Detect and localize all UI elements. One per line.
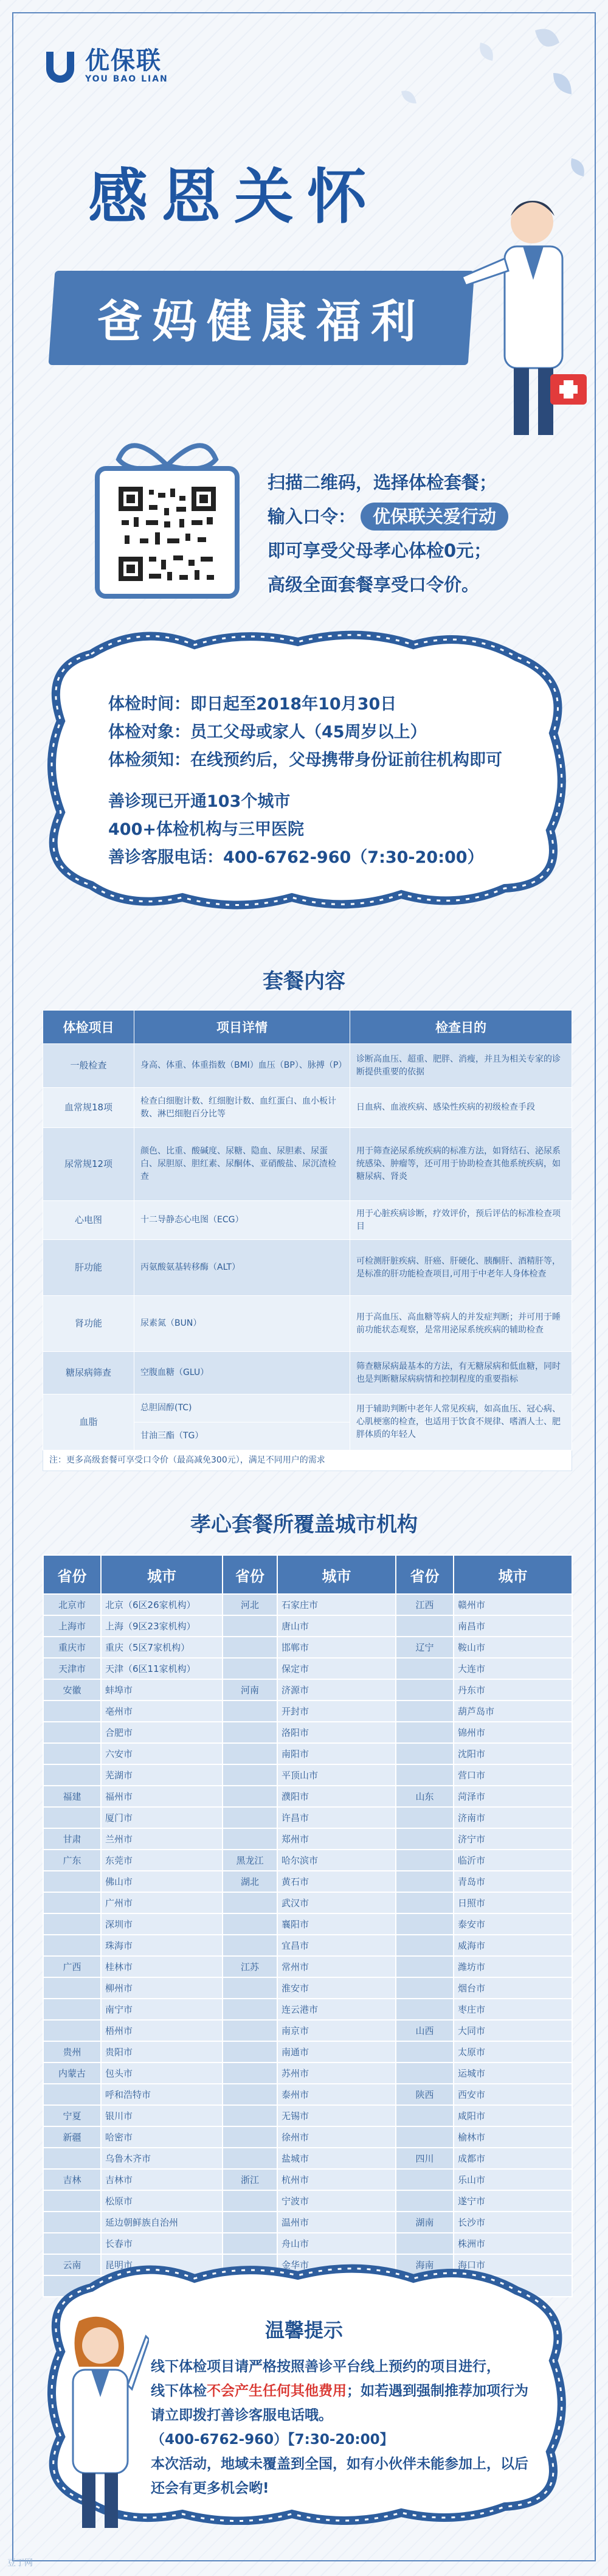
city-cell: 濮阳市 <box>277 1786 396 1807</box>
province-cell <box>396 1722 454 1743</box>
doctor-illustration <box>459 186 590 447</box>
province-cell <box>43 1999 101 2020</box>
city-cell: 厦门市 <box>101 1807 223 1828</box>
coverage-row <box>43 1999 572 2020</box>
city-cell: 呼和浩特市 <box>101 2084 223 2105</box>
tips-highlight: 不会产生任何其他费用 <box>207 2383 347 2399</box>
province-cell <box>223 2020 277 2041</box>
city-cell: 松原市 <box>101 2190 223 2212</box>
city-cell: 唐山市 <box>277 1615 396 1637</box>
province-cell: 新疆 <box>43 2126 101 2148</box>
province-cell <box>223 1935 277 1956</box>
tips-line-4: 本次活动，地域未覆盖到全国，如有小伙伴未能参加上，以后还会有更多机会哟! <box>151 2456 528 2496</box>
province-cell <box>396 1935 454 1956</box>
province-cell: 山西 <box>396 2020 454 2041</box>
coverage-row <box>43 1658 572 1679</box>
info-notice: 体检须知：在线预约后，父母携带身份证前往机构即可 <box>108 751 502 770</box>
city-cell: 连云港市 <box>277 1999 396 2020</box>
city-cell: 吉林市 <box>101 2169 223 2190</box>
coverage-header: 城市 <box>101 1555 223 1594</box>
tips-phone: （400-6762-960）【7:30-20:00】 <box>151 2432 394 2448</box>
coverage-row <box>43 1807 572 1828</box>
city-cell: 潍坊市 <box>454 1956 572 1977</box>
province-cell <box>223 1701 277 1722</box>
coverage-row <box>43 2084 572 2105</box>
province-cell: 内蒙古 <box>43 2063 101 2084</box>
package-table <box>43 1010 572 1471</box>
coverage-row <box>43 1701 572 1722</box>
province-cell: 山东 <box>396 1786 454 1807</box>
city-cell: 青岛市 <box>454 1871 572 1892</box>
province-cell: 安徽 <box>43 1679 101 1701</box>
coverage-row <box>43 2063 572 2084</box>
city-cell: 临沂市 <box>454 1850 572 1871</box>
province-cell <box>43 1892 101 1913</box>
city-cell: 平顶山市 <box>277 1764 396 1786</box>
province-cell <box>396 1956 454 1977</box>
table-cell: 可检测肝脏疾病、肝癌、肝硬化、胰酮肝、酒精肝等，是标准的肝功能检查项目,可用于中老年人身体检查 <box>350 1240 572 1296</box>
table-cell: 身高、体重、体重指数（BMI）血压（BP）、脉搏（P） <box>134 1044 350 1088</box>
city-cell: 柳州市 <box>101 1977 223 1999</box>
info-time: 体检时间：即日起至2018年10月30日 <box>108 695 397 714</box>
coverage-row <box>43 2126 572 2148</box>
province-cell: 广东 <box>43 1850 101 1871</box>
coverage-row <box>43 1956 572 1977</box>
coverage-row <box>43 1594 572 1615</box>
province-cell <box>223 1637 277 1658</box>
city-cell: 蚌埠市 <box>101 1679 223 1701</box>
table-cell: 肝功能 <box>43 1240 134 1296</box>
province-cell <box>396 2233 454 2254</box>
province-cell: 四川 <box>396 2148 454 2169</box>
coverage-row <box>43 2212 572 2233</box>
city-cell: 梧州市 <box>101 2020 223 2041</box>
brand-logo <box>43 47 168 84</box>
province-cell <box>223 2148 277 2169</box>
city-cell: 南阳市 <box>277 1743 396 1764</box>
city-cell: 贵阳市 <box>101 2041 223 2063</box>
leaves-decoration <box>353 18 596 176</box>
city-cell: 丹东市 <box>454 1679 572 1701</box>
province-cell <box>223 1828 277 1850</box>
city-cell: 葫芦岛市 <box>454 1701 572 1722</box>
city-cell: 邯郸市 <box>277 1637 396 1658</box>
province-cell <box>396 2041 454 2063</box>
female-doctor-illustration <box>43 2312 149 2531</box>
province-cell <box>223 1658 277 1679</box>
city-cell: 大同市 <box>454 2020 572 2041</box>
city-cell: 榆林市 <box>454 2126 572 2148</box>
coverage-row <box>43 1722 572 1743</box>
province-cell: 陕西 <box>396 2084 454 2105</box>
coverage-row <box>43 2041 572 2063</box>
province-cell <box>396 2190 454 2212</box>
province-cell: 江西 <box>396 1594 454 1615</box>
province-cell <box>43 2148 101 2169</box>
province-cell: 宁夏 <box>43 2105 101 2126</box>
coverage-row <box>43 2233 572 2254</box>
province-cell <box>396 2126 454 2148</box>
coverage-row <box>43 1850 572 1871</box>
province-cell <box>223 1743 277 1764</box>
qr-line-2 <box>268 500 584 534</box>
city-cell: 襄阳市 <box>277 1913 396 1935</box>
province-cell <box>223 2212 277 2233</box>
province-cell <box>396 1764 454 1786</box>
coverage-row <box>43 1786 572 1807</box>
province-cell <box>223 2190 277 2212</box>
city-cell: 锦州市 <box>454 1722 572 1743</box>
province-cell <box>396 1701 454 1722</box>
package-note: 注：更多高级套餐可享受口令价（最高减免300元），满足不同用户的需求 <box>43 1450 572 1471</box>
table-cell: 用于心脏疾病诊断，疗效评价，预后评估的标准检查项目 <box>350 1201 572 1240</box>
city-cell: 海口市 <box>454 2254 572 2275</box>
coverage-header: 城市 <box>277 1555 396 1594</box>
city-cell: 杭州市 <box>277 2169 396 2190</box>
city-cell: 成都市 <box>454 2148 572 2169</box>
province-cell <box>223 2041 277 2063</box>
city-cell: 许昌市 <box>277 1807 396 1828</box>
table-cell: 筛查糖尿病最基本的方法，有无糖尿病和低血糖，同时也是判断糖尿病病情和控制程度的重要指标 <box>350 1352 572 1394</box>
brand-name-en: YOU BAO LIAN <box>85 74 168 84</box>
table-cell: 十二导静态心电图（ECG） <box>134 1201 350 1240</box>
province-cell: 浙江 <box>223 2169 277 2190</box>
city-cell: 开封市 <box>277 1701 396 1722</box>
province-cell <box>43 2020 101 2041</box>
city-cell: 福州市 <box>101 1786 223 1807</box>
city-cell: 大连市 <box>454 1658 572 1679</box>
city-cell: 六安市 <box>101 1743 223 1764</box>
province-cell: 海南 <box>396 2254 454 2275</box>
city-cell: 广州市 <box>101 1892 223 1913</box>
qr-line-1: 扫描二维码，选择体检套餐； <box>268 472 497 493</box>
qr-line-3: 即可享受父母孝心体检0元； <box>268 540 492 561</box>
logo-icon <box>43 48 78 83</box>
province-cell <box>43 1913 101 1935</box>
city-cell: 徐州市 <box>277 2126 396 2148</box>
city-cell: 盐城市 <box>277 2148 396 2169</box>
coverage-row <box>43 1871 572 1892</box>
coverage-table <box>43 1554 573 2297</box>
package-header-item: 体检项目 <box>43 1011 134 1044</box>
province-cell: 甘肃 <box>43 1828 101 1850</box>
province-cell <box>396 1892 454 1913</box>
city-cell: 温州市 <box>277 2212 396 2233</box>
city-cell: 日照市 <box>454 1892 572 1913</box>
city-cell: 泰安市 <box>454 1913 572 1935</box>
province-cell: 上海市 <box>43 1615 101 1637</box>
city-cell: 赣州市 <box>454 1594 572 1615</box>
city-cell: 郑州市 <box>277 1828 396 1850</box>
package-header-detail: 项目详情 <box>134 1011 350 1044</box>
province-cell: 重庆市 <box>43 1637 101 1658</box>
package-header-purpose: 检查目的 <box>350 1011 572 1044</box>
coverage-row <box>43 1615 572 1637</box>
coverage-row <box>43 2169 572 2190</box>
qr-instructions <box>268 465 584 602</box>
city-cell: 沈阳市 <box>454 1743 572 1764</box>
province-cell: 广西 <box>43 1956 101 1977</box>
city-cell: 南京市 <box>277 2020 396 2041</box>
province-cell <box>396 2169 454 2190</box>
city-cell: 苏州市 <box>277 2063 396 2084</box>
city-cell: 南昌市 <box>454 1615 572 1637</box>
city-cell: 宁波市 <box>277 2190 396 2212</box>
province-cell: 吉林 <box>43 2169 101 2190</box>
province-cell <box>396 1658 454 1679</box>
coverage-row <box>43 1679 572 1701</box>
province-cell <box>43 2084 101 2105</box>
province-cell <box>396 1615 454 1637</box>
brand-name-cn: 优保联 <box>85 47 162 75</box>
province-cell <box>396 2063 454 2084</box>
city-cell: 合肥市 <box>101 1722 223 1743</box>
city-cell: 舟山市 <box>277 2233 396 2254</box>
province-cell <box>43 1935 101 1956</box>
city-cell: 济宁市 <box>454 1828 572 1850</box>
coverage-row <box>43 2148 572 2169</box>
city-cell: 桂林市 <box>101 1956 223 1977</box>
province-cell <box>396 1871 454 1892</box>
coverage-header: 城市 <box>454 1555 572 1594</box>
event-info <box>108 691 502 872</box>
city-cell: 营口市 <box>454 1764 572 1786</box>
province-cell <box>43 1764 101 1786</box>
province-cell <box>223 1892 277 1913</box>
table-cell: 尿常规12项 <box>43 1128 134 1201</box>
province-cell: 湖北 <box>223 1871 277 1892</box>
city-cell: 乌鲁木齐市 <box>101 2148 223 2169</box>
province-cell: 云南 <box>43 2254 101 2275</box>
province-cell: 福建 <box>43 1786 101 1807</box>
tips-title: 温馨提示 <box>264 2319 343 2342</box>
city-cell: 重庆（5区7家机构） <box>101 1637 223 1658</box>
city-cell: 深圳市 <box>101 1913 223 1935</box>
table-cell: 用于筛查泌尿系统疾病的标准方法，如肾结石、泌尿系统感染、肿瘤等，还可用于协助检查其他系统疾病，如糖尿病、肾炎 <box>350 1128 572 1201</box>
table-cell: 空腹血糖（GLU） <box>134 1352 350 1394</box>
province-cell <box>43 1807 101 1828</box>
info-cities: 善诊现已开通103个城市 <box>108 792 291 811</box>
province-cell: 北京市 <box>43 1594 101 1615</box>
city-cell: 芜湖市 <box>101 1764 223 1786</box>
promo-code-badge[interactable]: 优保联关爱行动 <box>361 503 508 531</box>
province-cell <box>396 1977 454 1999</box>
city-cell: 泰州市 <box>277 2084 396 2105</box>
coverage-row <box>43 2190 572 2212</box>
coverage-row <box>43 1977 572 1999</box>
city-cell: 咸阳市 <box>454 2105 572 2126</box>
city-cell: 淮安市 <box>277 1977 396 1999</box>
table-cell: 一般检查 <box>43 1044 134 1088</box>
province-cell <box>396 1999 454 2020</box>
city-cell: 北京（6区26家机构） <box>101 1594 223 1615</box>
province-cell: 天津市 <box>43 1658 101 1679</box>
table-cell: 用于辅助判断中老年人常见疾病，如高血压、冠心病、心肌梗塞的检查，也适用于饮食不规律、嗜酒人士、肥胖体质的年轻人 <box>350 1394 572 1450</box>
coverage-row <box>43 1637 572 1658</box>
city-cell: 保定市 <box>277 1658 396 1679</box>
city-cell: 济源市 <box>277 1679 396 1701</box>
city-cell: 珠海市 <box>101 1935 223 1956</box>
city-cell: 无锡市 <box>277 2105 396 2126</box>
qr-line-4: 高级全面套餐享受口令价。 <box>268 574 480 595</box>
city-cell: 亳州市 <box>101 1701 223 1722</box>
province-cell <box>43 1871 101 1892</box>
info-hotline: 善诊客服电话：400-6762-960（7:30-20:00） <box>108 848 484 867</box>
city-cell: 南通市 <box>277 2041 396 2063</box>
table-cell: 血脂 <box>43 1394 134 1450</box>
province-cell <box>396 1850 454 1871</box>
province-cell <box>223 1913 277 1935</box>
city-cell: 常州市 <box>277 1956 396 1977</box>
province-cell: 黑龙江 <box>223 1850 277 1871</box>
city-cell: 哈密市 <box>101 2126 223 2148</box>
province-cell <box>396 1679 454 1701</box>
province-cell <box>396 1913 454 1935</box>
city-cell: 天津（6区11家机构） <box>101 1658 223 1679</box>
city-cell: 佛山市 <box>101 1871 223 1892</box>
province-cell <box>223 2063 277 2084</box>
province-cell <box>223 1722 277 1743</box>
city-cell: 金华市 <box>277 2254 396 2275</box>
coverage-header: 省份 <box>43 1555 101 1594</box>
tips-text <box>151 2355 540 2501</box>
tips-line-2 <box>151 2379 540 2428</box>
city-cell: 包头市 <box>101 2063 223 2084</box>
province-cell <box>223 1786 277 1807</box>
coverage-row <box>43 1935 572 1956</box>
city-cell: 济南市 <box>454 1807 572 1828</box>
table-cell: 肾功能 <box>43 1296 134 1352</box>
province-cell: 江苏 <box>223 1956 277 1977</box>
city-cell: 黄石市 <box>277 1871 396 1892</box>
city-cell: 东莞市 <box>101 1850 223 1871</box>
city-cell: 运城市 <box>454 2063 572 2084</box>
table-cell: 颜色、比重、酸碱度、尿糖、隐血、尿胆素、尿蛋白、尿胆原、胆红素、尿酮体、亚硝酸盐、尿沉渣检查 <box>134 1128 350 1201</box>
coverage-title: 孝心套餐所覆盖城市机构 <box>190 1513 418 1537</box>
table-cell: 日血病、血液疾病、感染性疾病的初级检查手段 <box>350 1088 572 1128</box>
table-cell: 检查白细胞计数、红细胞计数、血红蛋白、血小板计数、淋巴细胞百分比等 <box>134 1088 350 1128</box>
city-cell: 兰州市 <box>101 1828 223 1850</box>
province-cell <box>43 1722 101 1743</box>
coverage-row <box>43 2020 572 2041</box>
info-institutions: 400+体检机构与三甲医院 <box>108 820 304 839</box>
table-cell: 血常规18项 <box>43 1088 134 1128</box>
qr-code-gift[interactable] <box>88 435 246 602</box>
info-target: 体检对象：员工父母或家人（45周岁以上） <box>108 723 427 742</box>
province-cell <box>43 2233 101 2254</box>
province-cell <box>223 1764 277 1786</box>
table-cell: 糖尿病筛查 <box>43 1352 134 1394</box>
province-cell <box>396 1743 454 1764</box>
city-cell: 乐山市 <box>454 2169 572 2190</box>
table-cell: 诊断高血压、超重、肥胖、消瘦，并且为相关专家的诊断提供重要的依据 <box>350 1044 572 1088</box>
province-cell <box>223 1615 277 1637</box>
city-cell: 烟台市 <box>454 1977 572 1999</box>
city-cell: 遂宁市 <box>454 2190 572 2212</box>
city-cell: 太原市 <box>454 2041 572 2063</box>
province-cell <box>223 2233 277 2254</box>
city-cell: 菏泽市 <box>454 1786 572 1807</box>
province-cell: 河南 <box>223 1679 277 1701</box>
province-cell <box>396 1807 454 1828</box>
coverage-row <box>43 1913 572 1935</box>
city-cell: 长春市 <box>101 2233 223 2254</box>
subtitle-text: 爸妈健康福利 <box>97 295 426 348</box>
coverage-row <box>43 2105 572 2126</box>
coverage-row <box>43 1892 572 1913</box>
province-cell: 河北 <box>223 1594 277 1615</box>
main-title: 感恩关怀 <box>88 162 381 232</box>
province-cell <box>43 1701 101 1722</box>
city-cell: 延边朝鲜族自治州 <box>101 2212 223 2233</box>
city-cell: 石家庄市 <box>277 1594 396 1615</box>
coverage-header: 省份 <box>223 1555 277 1594</box>
coverage-header: 省份 <box>396 1555 454 1594</box>
province-cell <box>223 2105 277 2126</box>
city-cell: 哈尔滨市 <box>277 1850 396 1871</box>
province-cell: 贵州 <box>43 2041 101 2063</box>
table-cell: 用于高血压、高血糖等病人的并发症判断；并可用于睡前功能状态观察，是常用泌尿系统疾病的辅助检查 <box>350 1296 572 1352</box>
province-cell <box>43 2212 101 2233</box>
city-cell: 威海市 <box>454 1935 572 1956</box>
province-cell <box>396 1828 454 1850</box>
table-cell: 丙氨酸氨基转移酶（ALT） <box>134 1240 350 1296</box>
province-cell <box>223 2084 277 2105</box>
city-cell: 长沙市 <box>454 2212 572 2233</box>
city-cell: 武汉市 <box>277 1892 396 1913</box>
province-cell <box>396 2105 454 2126</box>
coverage-row <box>43 1743 572 1764</box>
tips-line-1: 线下体检项目请严格按照善诊平台线上预约的项目进行， <box>151 2359 500 2375</box>
province-cell <box>43 1743 101 1764</box>
province-cell <box>223 1999 277 2020</box>
province-cell <box>43 2190 101 2212</box>
package-title: 套餐内容 <box>263 969 345 994</box>
tips-line-2a: 线下体检 <box>151 2383 207 2399</box>
city-cell: 南宁市 <box>101 1999 223 2020</box>
province-cell <box>223 1977 277 1999</box>
province-cell <box>43 1977 101 1999</box>
province-cell: 辽宁 <box>396 1637 454 1658</box>
table-cell: 总胆固醇(TC) <box>134 1394 350 1422</box>
table-cell: 心电图 <box>43 1201 134 1240</box>
city-cell: 昆明市 <box>101 2254 223 2275</box>
city-cell: 鞍山市 <box>454 1637 572 1658</box>
table-cell: 甘油三酯（TG） <box>134 1422 350 1450</box>
city-cell: 上海（9区23家机构） <box>101 1615 223 1637</box>
qr-line-2-prefix: 输入口令： <box>268 506 356 527</box>
table-cell: 尿素氮（BUN） <box>134 1296 350 1352</box>
subtitle-banner <box>49 271 475 365</box>
province-cell <box>223 1807 277 1828</box>
city-cell: 宜昌市 <box>277 1935 396 1956</box>
province-cell: 湖南 <box>396 2212 454 2233</box>
city-cell: 银川市 <box>101 2105 223 2126</box>
tips-line-2b: ；如若遇到强制推荐加项行为请立即拨打善诊客服电话哦。 <box>151 2383 528 2423</box>
province-cell <box>223 2126 277 2148</box>
city-cell: 西安市 <box>454 2084 572 2105</box>
city-cell: 洛阳市 <box>277 1722 396 1743</box>
city-cell: 株洲市 <box>454 2233 572 2254</box>
city-cell: 枣庄市 <box>454 1999 572 2020</box>
coverage-row <box>43 1764 572 1786</box>
watermark: 豆丁网 <box>7 2558 33 2568</box>
coverage-row <box>43 1828 572 1850</box>
